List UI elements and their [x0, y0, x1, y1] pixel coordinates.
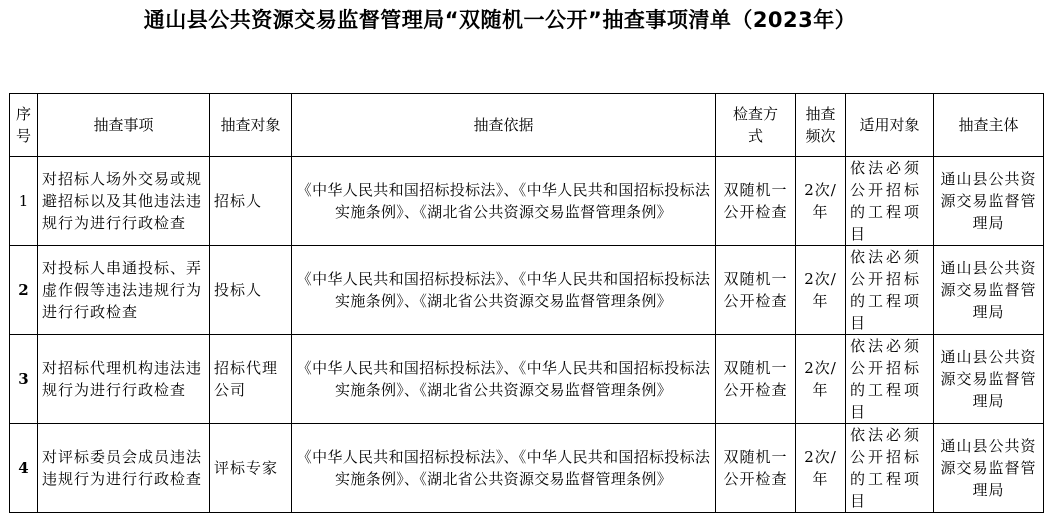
inspection-object: 招标人 [210, 157, 292, 246]
inspection-subject: 通山县公共资源交易监督管理局 [934, 157, 1044, 246]
header-item: 抽查事项 [38, 94, 210, 157]
inspection-frequency: 2次/年 [796, 335, 846, 424]
table-row [10, 246, 1044, 335]
inspection-frequency: 2次/年 [796, 157, 846, 246]
row-number: 3 [10, 335, 38, 424]
inspection-basis: 《中华人民共和国招标投标法》、《中华人民共和国招标投标法实施条例》、《湖北省公共资源交易监督管理条例》 [292, 335, 716, 424]
inspection-frequency: 2次/年 [796, 424, 846, 513]
table-row [10, 335, 1044, 424]
header-no: 序号 [10, 94, 38, 157]
row-number: 1 [10, 157, 38, 246]
inspection-method: 双随机一公开检查 [716, 246, 796, 335]
inspection-object: 评标专家 [210, 424, 292, 513]
inspection-basis: 《中华人民共和国招标投标法》、《中华人民共和国招标投标法实施条例》、《湖北省公共资源交易监督管理条例》 [292, 246, 716, 335]
inspection-item: 对招标人场外交易或规避招标以及其他违法违规行为进行行政检查 [38, 157, 210, 246]
document-title: 通山县公共资源交易监督管理局“双随机一公开”抽查事项清单（2023年） [143, 8, 857, 32]
header-basis: 抽查依据 [292, 94, 716, 157]
row-number: 4 [10, 424, 38, 513]
applicable-scope: 依法必须公开招标的工程项目 [846, 335, 934, 424]
inspection-method: 双随机一公开检查 [716, 335, 796, 424]
inspection-item: 对招标代理机构违法违规行为进行行政检查 [38, 335, 210, 424]
header-object: 抽查对象 [210, 94, 292, 157]
inspection-basis: 《中华人民共和国招标投标法》、《中华人民共和国招标投标法实施条例》、《湖北省公共资源交易监督管理条例》 [292, 424, 716, 513]
header-method: 检查方式 [716, 94, 796, 157]
applicable-scope: 依法必须公开招标的工程项目 [846, 424, 934, 513]
table-header-row [10, 94, 1044, 157]
inspection-table [9, 93, 1044, 513]
applicable-scope: 依法必须公开招标的工程项目 [846, 246, 934, 335]
inspection-subject: 通山县公共资源交易监督管理局 [934, 335, 1044, 424]
inspection-object: 招标代理公司 [210, 335, 292, 424]
inspection-method: 双随机一公开检查 [716, 424, 796, 513]
inspection-frequency: 2次/年 [796, 246, 846, 335]
table-row [10, 424, 1044, 513]
inspection-subject: 通山县公共资源交易监督管理局 [934, 424, 1044, 513]
inspection-basis: 《中华人民共和国招标投标法》、《中华人民共和国招标投标法实施条例》、《湖北省公共资源交易监督管理条例》 [292, 157, 716, 246]
table-row [10, 157, 1044, 246]
header-subject: 抽查主体 [934, 94, 1044, 157]
inspection-object: 投标人 [210, 246, 292, 335]
inspection-item: 对投标人串通投标、弄虚作假等违法违规行为进行行政检查 [38, 246, 210, 335]
inspection-subject: 通山县公共资源交易监督管理局 [934, 246, 1044, 335]
applicable-scope: 依法必须公开招标的工程项目 [846, 157, 934, 246]
header-frequency: 抽查频次 [796, 94, 846, 157]
header-scope: 适用对象 [846, 94, 934, 157]
inspection-method: 双随机一公开检查 [716, 157, 796, 246]
inspection-item: 对评标委员会成员违法违规行为进行行政检查 [38, 424, 210, 513]
row-number: 2 [10, 246, 38, 335]
